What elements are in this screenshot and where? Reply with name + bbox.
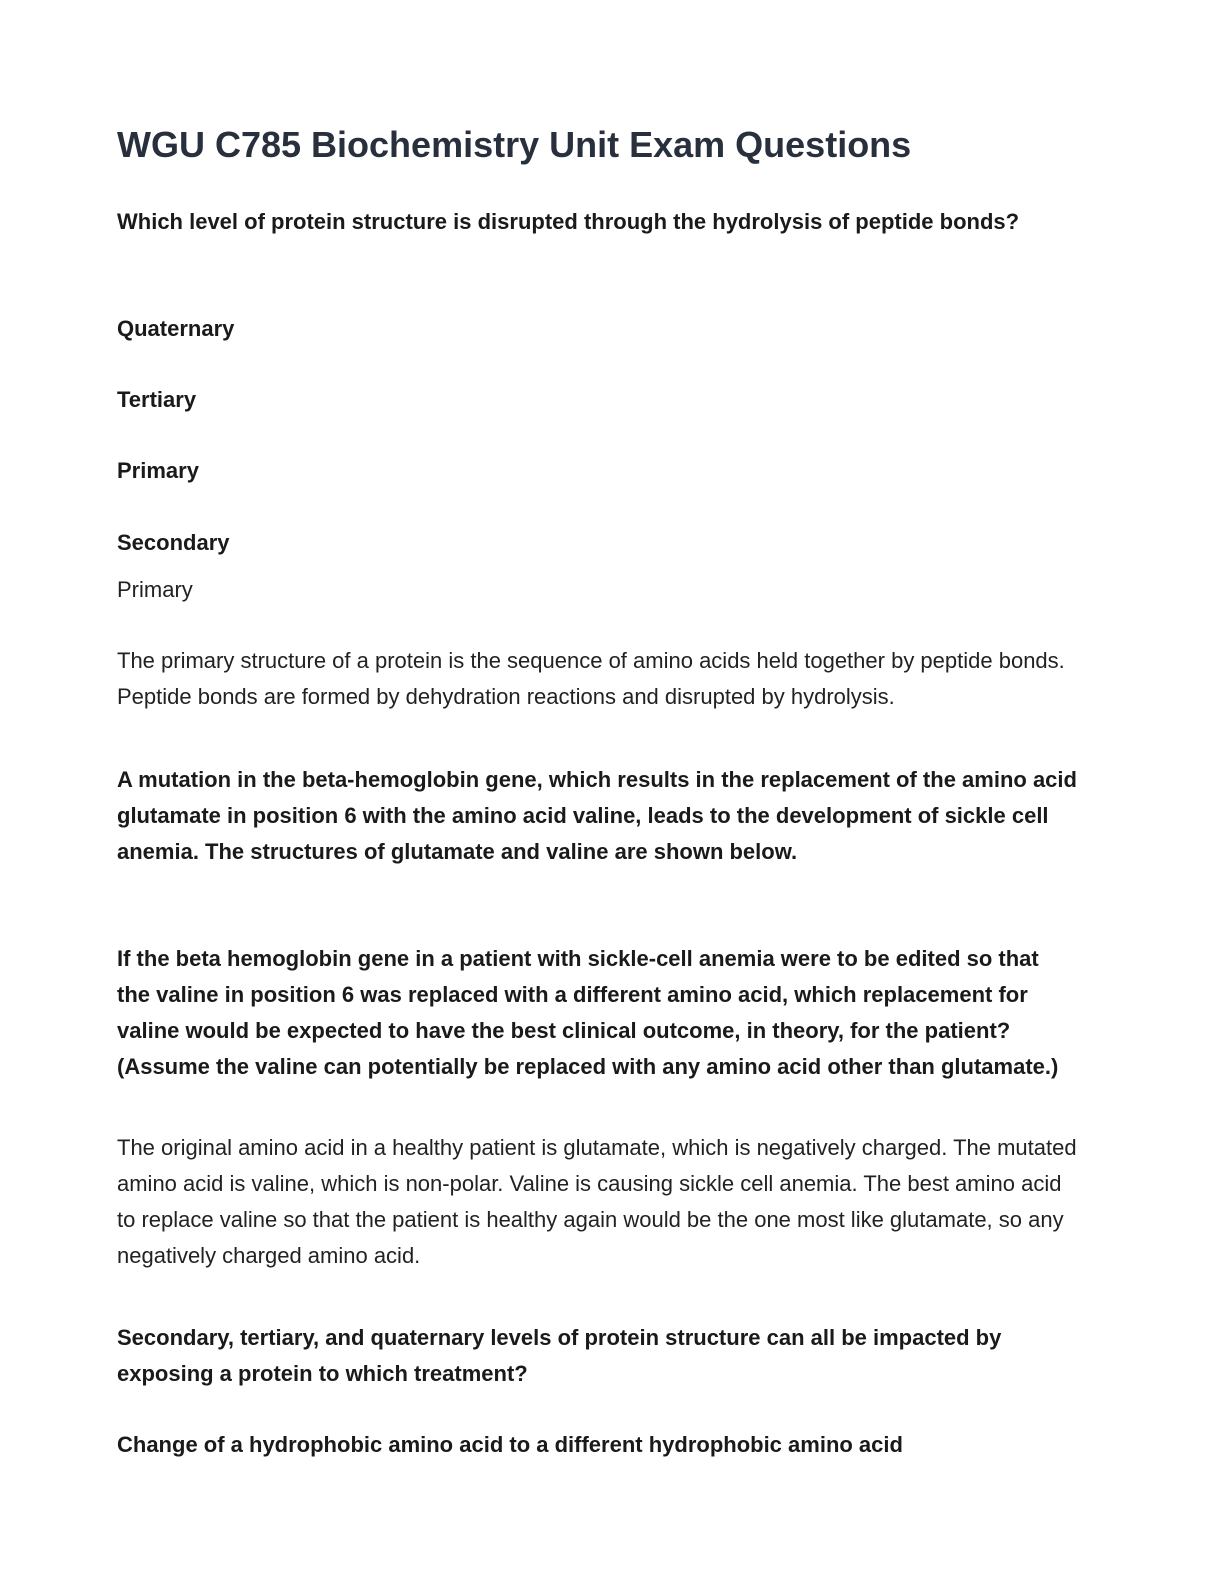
question-1-option-tertiary: Tertiary xyxy=(117,387,197,412)
question-1-option-quaternary: Quaternary xyxy=(117,316,235,341)
question-1-option-primary: Primary xyxy=(117,458,199,483)
question-1-explanation: The primary structure of a protein is the sequence of amino acids held together by peptide bonds. Peptide bonds are formed by dehydration reactions and disrupted by hydrolysis. xyxy=(117,648,1065,709)
question-1-option-secondary: Secondary xyxy=(117,530,230,555)
question-3-text: Secondary, tertiary, and quaternary levels of protein structure can all be impacted by exposing a protein to which treatment? xyxy=(117,1325,1002,1386)
page-title: WGU C785 Biochemistry Unit Exam Questions xyxy=(117,124,912,165)
question-2-text: If the beta hemoglobin gene in a patient with sickle-cell anemia were to be edited so that the valine in position 6 was replaced with a different amino acid, which replacement for valine would be expected to have the best clinical outcome, in theory, for the patient? (Assume the valine can potentially be replaced with any amino acid other than glutamate.) xyxy=(117,946,1059,1079)
question-2-intro: A mutation in the beta-hemoglobin gene, which results in the replacement of the amino acid glutamate in position 6 with the amino acid valine, leads to the development of sickle cell anemia. The structures of glutamate and valine are shown below. xyxy=(117,767,1077,864)
question-1-answer: Primary xyxy=(117,577,193,602)
question-1-text: Which level of protein structure is disrupted through the hydrolysis of peptide bonds? xyxy=(117,209,1020,234)
question-3-option-hydrophobic-change: Change of a hydrophobic amino acid to a different hydrophobic amino acid xyxy=(117,1432,903,1457)
question-2-explanation: The original amino acid in a healthy patient is glutamate, which is negatively charged. The mutated amino acid is valine, which is non-polar. Valine is causing sickle cell anemia. The best amino acid to replace valine so that the patient is healthy again would be the one most like glutamate, so any negatively charged amino acid. xyxy=(117,1135,1077,1268)
